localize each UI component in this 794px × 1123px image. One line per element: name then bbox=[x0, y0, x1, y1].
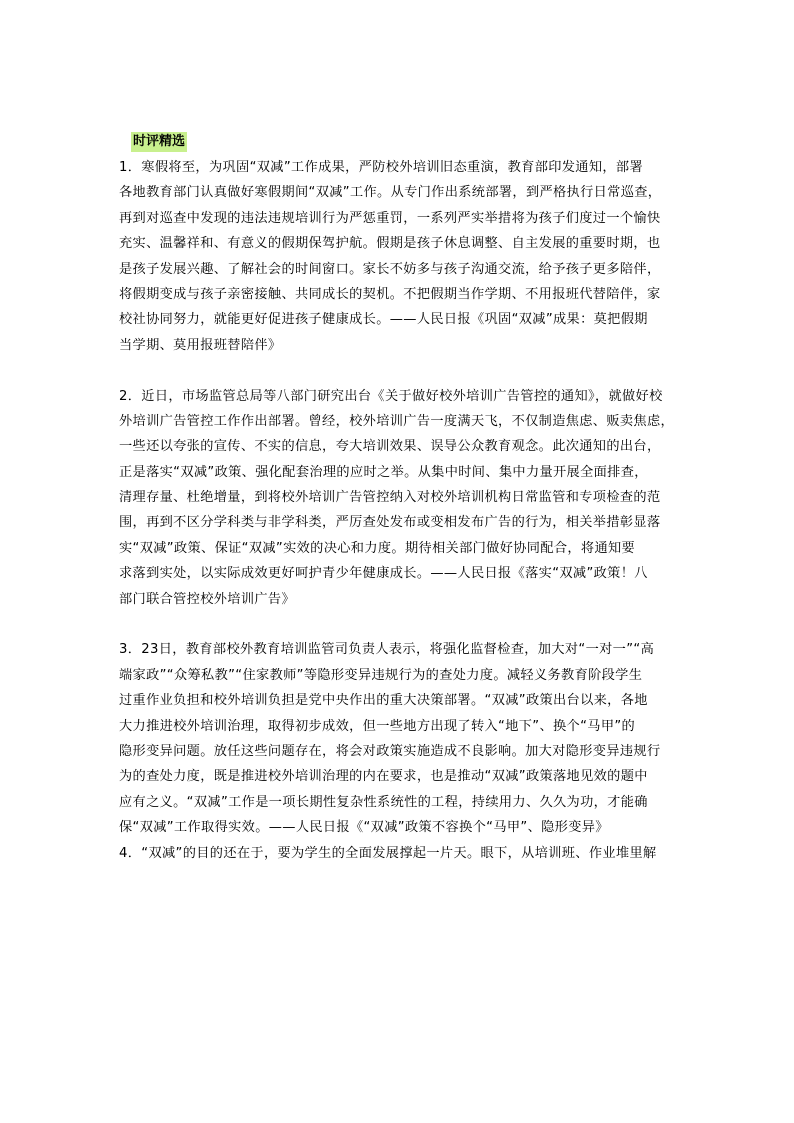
paragraph-line: 3．23日，教育部校外教育培训监管司负责人表示，将强化监督检查，加大对“一对一”“高 bbox=[119, 642, 655, 658]
paragraph-line: 正是落实“双减”政策、强化配套治理的应时之举。从集中时间、集中力量开展全面排查， bbox=[119, 464, 648, 480]
paragraph-line: 大力推进校外培训治理，取得初步成效，但一些地方出现了转入“地下”、换个“马甲”的 bbox=[119, 718, 636, 734]
paragraph-1 bbox=[119, 155, 689, 358]
section-heading: 时评精选 bbox=[131, 132, 187, 152]
document-page bbox=[119, 130, 689, 866]
paragraph-4 bbox=[119, 841, 689, 866]
paragraph-line: 各地教育部门认真做好寒假期间“双减”工作。从专门作出系统部署，到严格执行日常巡查， bbox=[119, 185, 662, 201]
paragraph-line: 过重作业负担和校外培训负担是党中央作出的重大决策部署。“双减”政策出台以来，各地 bbox=[119, 693, 648, 709]
paragraph-line: 为的查处力度，既是推进校外培训治理的内在要求，也是推动“双减”政策落地见效的题中 bbox=[119, 769, 648, 785]
paragraph-line: 外培训广告管控工作作出部署。曾经，校外培训广告一度满天飞，不仅制造焦虑、贩卖焦虑， bbox=[119, 413, 675, 429]
paragraph-line: 保“双减”工作取得实效。——人民日报《“双减”政策不容换个“马甲”、隐形变异》 bbox=[119, 820, 609, 836]
paragraph-2 bbox=[119, 384, 689, 613]
paragraph-spacer bbox=[119, 612, 689, 637]
paragraph-line: 充实、温馨祥和、有意义的假期保驾护航。假期是孩子休息调整、自主发展的重要时期，也 bbox=[119, 236, 661, 252]
paragraph-line: 1．寒假将至，为巩固“双减”工作成果，严防校外培训旧态重演，教育部印发通知，部署 bbox=[119, 160, 643, 175]
paragraph-line: 围，再到不区分学科类与非学科类，严厉查处发布或变相发布广告的行为，相关举措彰显落 bbox=[119, 515, 661, 531]
paragraph-line: 校社协同努力，就能更好促进孩子健康成长。——人民日报《巩固“双减”成果：莫把假期 bbox=[119, 312, 648, 328]
paragraph-line: 当学期、莫用报班替陪伴》 bbox=[119, 337, 282, 353]
paragraph-line: 实“双减”政策、保证“双减”实效的决心和力度。期待相关部门做好协同配合，将通知要 bbox=[119, 540, 636, 556]
paragraph-line: 隐形变异问题。放任这些问题存在，将会对政策实施造成不良影响。加大对隐形变异违规行 bbox=[119, 743, 661, 759]
paragraph-3 bbox=[119, 637, 689, 840]
paragraph-line: 是孩子发展兴趣、了解社会的时间窗口。家长不妨多与孩子沟通交流，给予孩子更多陪伴， bbox=[119, 261, 661, 277]
paragraph-line: 将假期变成与孩子亲密接触、共同成长的契机。不把假期当作学期、不用报班代替陪伴，家 bbox=[119, 286, 661, 302]
paragraph-line: 应有之义。“双减”工作是一项长期性复杂性系统性的工程，持续用力、久久为功，才能确 bbox=[119, 794, 648, 810]
paragraph-line: 一些还以夸张的宣传、不实的信息，夸大培训效果、误导公众教育观念。此次通知的出台， bbox=[119, 439, 661, 455]
paragraph-line: 求落到实处，以实际成效更好呵护青少年健康成长。——人民日报《落实“双减”政策！八 bbox=[119, 566, 648, 582]
paragraph-line: 再到对巡查中发现的违法违规培训行为严惩重罚，一系列严实举措将为孩子们度过一个愉快 bbox=[119, 210, 661, 226]
paragraph-line: 清理存量、杜绝增量，到将校外培训广告管控纳入对校外培训机构日常监管和专项检查的范 bbox=[119, 490, 661, 506]
paragraph-line: 2．近日，市场监管总局等八部门研究出台《关于做好校外培训广告管控的通知》，就做好校 bbox=[119, 388, 663, 404]
paragraph-line: 部门联合管控校外培训广告》 bbox=[119, 591, 295, 607]
paragraph-spacer bbox=[119, 358, 689, 383]
paragraph-line: 4．“双减”的目的还在于，要为学生的全面发展撑起一片天。眼下，从培训班、作业堆里解 bbox=[119, 845, 657, 861]
paragraph-line: 端家政”“众筹私教”“住家教师”等隐形变异违规行为的查处力度。减轻义务教育阶段学生 bbox=[119, 667, 643, 683]
